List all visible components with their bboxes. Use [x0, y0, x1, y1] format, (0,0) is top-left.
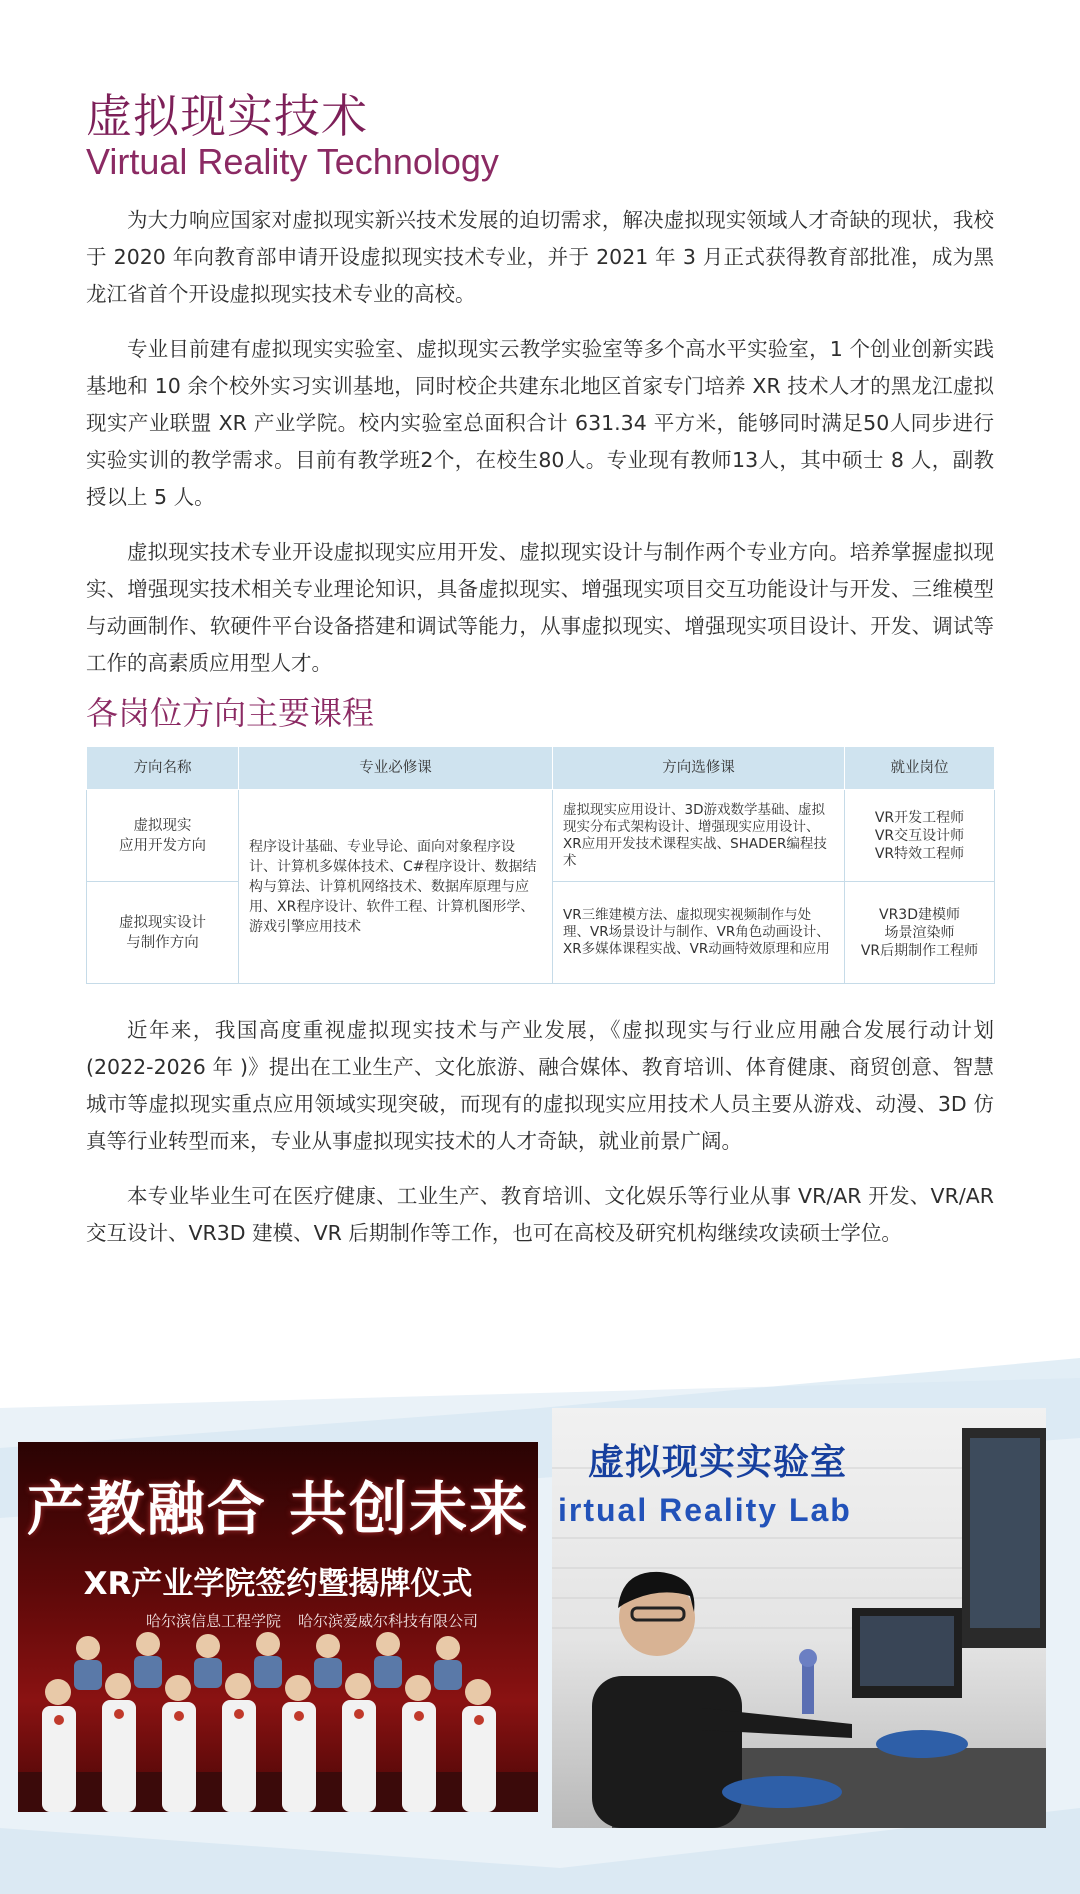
table-row: [87, 790, 995, 882]
vr-lab-photo: [552, 1408, 1046, 1828]
page-subtitle-en: Virtual Reality Technology: [86, 141, 499, 182]
outlook-section: [86, 1012, 994, 1270]
jobs-cell: VR开发工程师 VR交互设计师 VR特效工程师: [845, 790, 995, 882]
lab-sign-cn: 虚拟现实实验室: [588, 1442, 848, 1483]
ceremony-photo: [18, 1442, 538, 1812]
direction-cell: 虚拟现实 应用开发方向: [87, 790, 239, 882]
ceremony-org-left: 哈尔滨信息工程学院: [146, 1612, 282, 1630]
header-jobs: 就业岗位: [845, 747, 995, 790]
header-required: 专业必修课: [239, 747, 553, 790]
ceremony-org-right: 哈尔滨爱威尔科技有限公司: [298, 1612, 479, 1630]
intro-paragraph-2: 专业目前建有虚拟现实实验室、虚拟现实云教学实验室等多个高水平实验室，1 个创业创新实践基地和 10 余个校外实习实训基地，同时校企共建东北地区首家专门培养 XR 技术人才的黑龙江虚拟现实产业联盟 XR 产业学院。校内实验室总面积合计 631.34 平方米，能够同时满足50人同步进行实验实训的教学需求。目前有教学班2个，在校生80人。专业现有教师13人，其中硕士 8 人，副教授以上 5 人。: [86, 337, 994, 509]
outlook-paragraph-1: 近年来，我国高度重视虚拟现实技术与产业发展，《虚拟现实与行业应用融合发展行动计划 (2022-2026 年 )》提出在工业生产、文化旅游、融合媒体、教育培训、体育健康、商贸创意、智慧城市等虚拟现实重点应用领域实现突破，而现有的虚拟现实应用技术人员主要从游戏、动漫、3D 仿真等行业转型而来，专业从事虚拟现实技术的人才奇缺，就业前景广阔。: [86, 1018, 994, 1153]
page-title: 虚拟现实技术: [86, 89, 368, 143]
outlook-paragraph-2: 本专业毕业生可在医疗健康、工业生产、教育培训、文化娱乐等行业从事 VR/AR 开发、VR/AR 交互设计、VR3D 建模、VR 后期制作等工作，也可在高校及研究机构继续攻读硕士学位。: [86, 1184, 994, 1245]
intro-section: [86, 202, 994, 700]
table-header-row: [87, 747, 995, 790]
photo-collage: [0, 1338, 1080, 1894]
required-courses-cell: 程序设计基础、专业导论、面向对象程序设计、计算机多媒体技术、C#程序设计、数据结构与算法、计算机网络技术、数据库原理与应用、XR程序设计、软件工程、计算机图形学、游戏引擎应用技术: [239, 790, 553, 984]
ceremony-banner-sub: XR产业学院签约暨揭牌仪式: [83, 1566, 473, 1602]
elective-courses-cell: VR三维建模方法、虚拟现实视频制作与处理、VR场景设计与制作、VR角色动画设计、XR多媒体课程实战、VR动画特效原理和应用: [553, 882, 845, 984]
direction-cell: 虚拟现实设计 与制作方向: [87, 882, 239, 984]
intro-paragraph-3: 虚拟现实技术专业开设虚拟现实应用开发、虚拟现实设计与制作两个专业方向。培养掌握虚拟现实、增强现实技术相关专业理论知识，具备虚拟现实、增强现实项目交互功能设计与开发、三维模型与动画制作、软硬件平台设备搭建和调试等能力，从事虚拟现实、增强现实项目设计、开发、调试等工作的高素质应用型人才。: [86, 540, 994, 675]
lab-sign-en: irtual Reality Lab: [558, 1492, 852, 1528]
header-direction: 方向名称: [87, 747, 239, 790]
ceremony-banner-main: 产教融合 共创未来: [26, 1475, 530, 1543]
intro-paragraph-1: 为大力响应国家对虚拟现实新兴技术发展的迫切需求，解决虚拟现实领域人才奇缺的现状，我校于 2020 年向教育部申请开设虚拟现实技术专业，并于 2021 年 3 月正式获得教育部批准，成为黑龙江省首个开设虚拟现实技术专业的高校。: [86, 208, 994, 306]
courses-section-title: 各岗位方向主要课程: [86, 694, 375, 732]
courses-table: [86, 746, 995, 984]
jobs-cell: VR3D建模师 场景渲染师 VR后期制作工程师: [845, 882, 995, 984]
group-people-illustration: [18, 1622, 538, 1812]
elective-courses-cell: 虚拟现实应用设计、3D游戏数学基础、虚拟现实分布式架构设计、增强现实应用设计、XR应用开发技术课程实战、SHADER编程技术: [553, 790, 845, 882]
header-elective: 方向选修课: [553, 747, 845, 790]
